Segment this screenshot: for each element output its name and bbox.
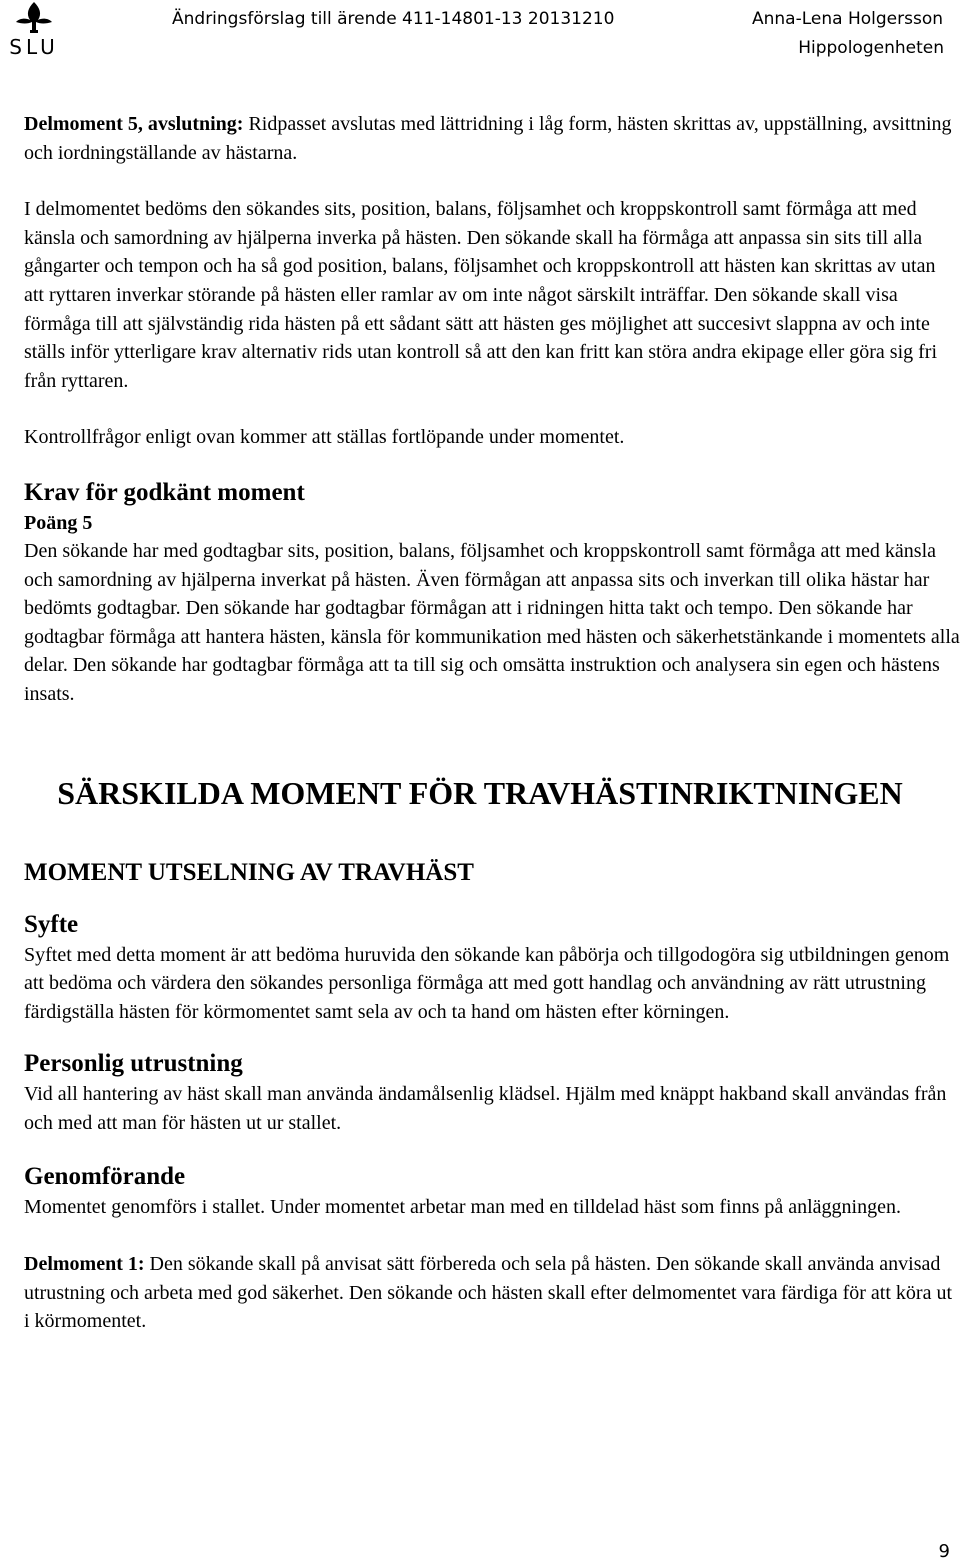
delmoment-5-label: Delmoment 5, avslutning:	[24, 113, 244, 135]
page-number: 9	[938, 1541, 950, 1562]
paragraph-control-questions: Kontrollfrågor enligt ovan kommer att ställas fortlöpande under momentet.	[24, 426, 625, 449]
document-title: Ändringsförslag till ärende 411-14801-13 20131210	[172, 9, 615, 29]
department-name: Hippologenheten	[798, 38, 944, 58]
document-body	[24, 110, 960, 1336]
paragraph-syfte: Syftet med detta moment är att bedöma huruvida den sökande kan påbörja och tillgodogöra sig utbildningen genom att bedöma och värdera den sökandes personliga förmåga att med gott handlag och användning av rätt utrustning färdigställa hästen för körmomentet samt sela av och ta hand om hästen efter körningen.	[24, 943, 950, 1023]
heading-genomforande: Genomförande	[24, 1163, 186, 1191]
heading-syfte: Syfte	[24, 910, 79, 938]
delmoment-1-text: Den sökande skall på anvisat sätt förbereda och sela på hästen. Den sökande skall använda anvisad utrustning och arbeta med god säkerhet. Den sökande och hästen skall efter delmomentet vara färdiga för att köra ut i körmomentet.	[24, 1253, 952, 1333]
delmoment-5-text: Ridpasset avslutas med lättridning i låg form, hästen skrittas av, uppställning, avsittning och iordningställande av hästarna.	[24, 113, 952, 164]
points-label: Poäng 5	[24, 511, 93, 534]
logo-text: SLU	[9, 35, 59, 59]
heading-special-moments: SÄRSKILDA MOMENT FÖR TRAVHÄSTINRIKTNINGEN	[57, 774, 903, 811]
heading-moment-utselning: MOMENT UTSELNING AV TRAVHÄST	[24, 858, 474, 886]
paragraph-personlig-utrustning: Vid all hantering av häst skall man använda ändamålsenlig klädsel. Hjälm med knäppt hakband skall användas från och med att man för hästen ut ur stallet.	[24, 1083, 947, 1134]
slu-logo	[6, 0, 62, 62]
delmoment-1-label: Delmoment 1:	[24, 1253, 145, 1276]
paragraph-assessment: I delmomentet bedöms den sökandes sits, position, balans, följsamhet och kroppskontroll samt förmåga att med känsla och samordning av hjälperna inverka på hästen. Den sökande skall ha förmåga att anpassa sin sits till alla gångarter och tempon och ha så god position, balans, följsamhet och kroppskontroll att hästen kan skrittas av utan att ryttaren inverkar störande på hästen eller ramlar av om inte något särskilt inträffar. Den sökande skall visa förmåga till att självständig rida hästen på ett sådant sätt att hästen ges möjlighet att succesivt slappna av och inte ställs inför ytterligare krav alternativ rids utan kontroll så att den kan fritt kan störa andra ekipage eller göra sig fri från ryttaren.	[24, 198, 938, 392]
leaf-logo-icon	[6, 0, 62, 40]
heading-krav: Krav för godkänt moment	[24, 478, 305, 506]
paragraph-genomforande: Momentet genomförs i stallet. Under momentet arbetar man med en tilldelad häst som finns på anläggningen.	[24, 1196, 901, 1219]
page-header	[0, 0, 960, 70]
paragraph-delmoment-5	[24, 110, 960, 167]
paragraph-delmoment-1	[24, 1250, 960, 1336]
heading-personlig-utrustning: Personlig utrustning	[24, 1050, 243, 1078]
author-name: Anna-Lena Holgersson	[752, 9, 943, 29]
paragraph-requirements: Den sökande har med godtagbar sits, position, balans, följsamhet och kroppskontroll samt förmåga att med känsla och samordning av hjälperna inverkat på hästen. Även förmågan att anpassa sits och inverkan till olika hästar har bedömts godtagbar. Den sökande har godtagbar förmågan att i ridningen hitta takt och tempo. Den sökande har godtagbar förmåga att hantera hästen, känsla för kommunikation med hästen och säkerhetstänkande i momentets alla delar. Den sökande har godtagbar förmåga att ta till sig och omsätta instruktion och analysera sin egen och hästens insats.	[24, 539, 960, 705]
